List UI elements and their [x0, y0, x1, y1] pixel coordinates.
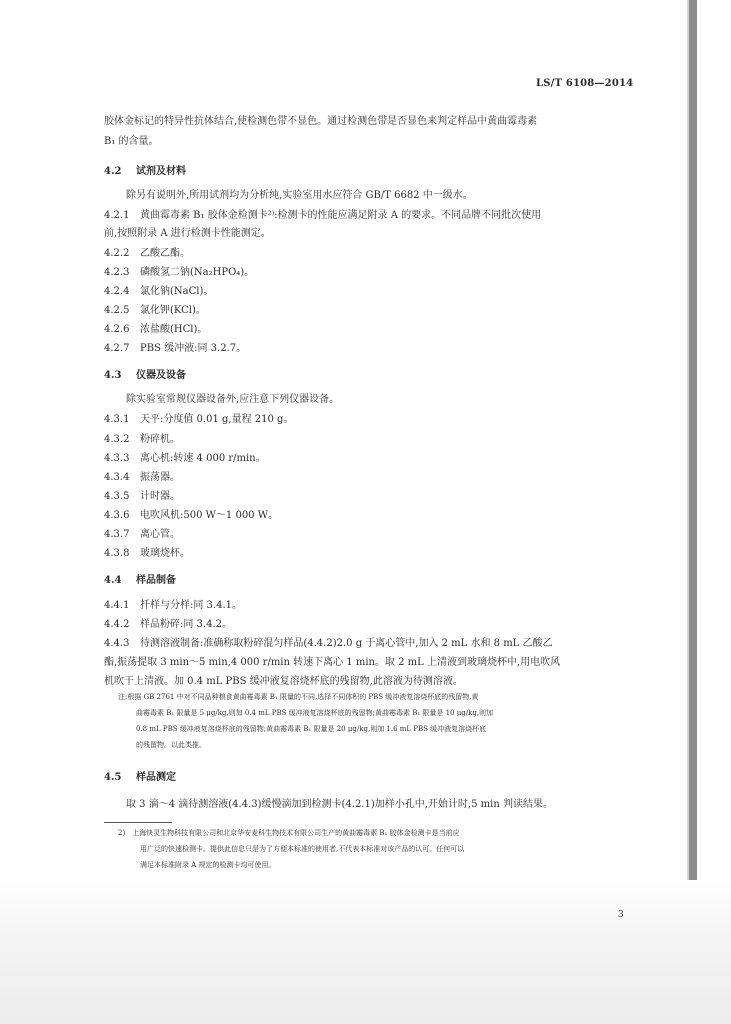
item-text: 样品粉碎:同 3.4.2。 — [140, 619, 232, 630]
intro-line-2: B₁ 的含量。 — [104, 136, 159, 147]
item-4-4-3-cont-2: 机吹干上清液。加 0.4 mL PBS 缓冲液复溶烧杯底的残留物,此溶液为待测溶液。 — [104, 676, 463, 687]
footnote-line-1: 2) 上海快灵生物科技有限公司和北京华安麦科生物技术有限公司生产的黄曲霉毒素 B₁ 胶体金检测卡是当前应 — [118, 829, 460, 837]
footnote-rule — [104, 822, 172, 823]
item-4-2-1-cont: 前,按照附录 A 进行检测卡性能测定。 — [104, 228, 271, 239]
section-title: 仪器及设备 — [136, 370, 186, 381]
note-line-2: 曲霉毒素 B₁ 限量是 5 μg/kg,则加 0.4 mL PBS 缓冲液复溶烧杯底的残留物;黄曲霉毒素 B₁ 限量是 10 μg/kg,则加 — [136, 709, 494, 717]
section-4-5-text: 取 3 滴～4 滴待测溶液(4.4.3)缓慢滴加到检测卡(4.2.1)加样小孔中,开始计时,5 min 判读结果。 — [126, 799, 553, 810]
section-4-3-intro: 除实验室常规仪器设备外,应注意下列仪器设备。 — [126, 394, 340, 405]
section-title: 样品制备 — [136, 575, 176, 586]
item-number: 4.2.4 — [104, 286, 130, 297]
standard-code: LS/T 6108—2014 — [536, 78, 634, 89]
item-number: 4.3.4 — [104, 472, 130, 483]
item-4-3-3 — [104, 449, 266, 464]
section-number: 4.5 — [104, 772, 122, 783]
section-number: 4.2 — [104, 166, 122, 177]
section-title: 试剂及材料 — [136, 166, 186, 177]
item-text: 磷酸氢二钠(Na₂HPO₄)。 — [140, 267, 255, 278]
item-number: 4.2.7 — [104, 343, 130, 354]
item-text: 氯化钠(NaCl)。 — [140, 286, 214, 297]
item-text: 离心管。 — [140, 529, 180, 540]
item-number: 4.4.2 — [104, 619, 130, 630]
item-number: 4.2.5 — [104, 305, 130, 316]
item-4-3-5 — [104, 487, 180, 502]
item-text: 浓盐酸(HCl)。 — [140, 324, 208, 335]
item-text: 计时器。 — [140, 491, 180, 502]
note-line-4: 的残留物。以此类推。 — [136, 741, 206, 749]
section-4-3-heading — [104, 366, 186, 381]
item-4-3-1 — [104, 410, 293, 425]
item-number: 4.2.6 — [104, 324, 130, 335]
item-4-3-7 — [104, 525, 180, 540]
item-4-2-6 — [104, 320, 207, 335]
item-4-4-3 — [104, 634, 553, 649]
section-title: 样品测定 — [136, 772, 176, 783]
note-line-1: 注:根据 GB 2761 中对不同品种粮食黄曲霉毒素 B₁ 限量的不同,选择不同体积的 PBS 缓冲液复溶烧杯底的残留物,黄 — [118, 693, 479, 701]
item-4-2-4 — [104, 282, 213, 297]
section-4-4-heading — [104, 571, 176, 586]
scan-shade — [0, 880, 731, 1024]
section-number: 4.3 — [104, 370, 122, 381]
item-text: 扦样与分样:同 3.4.1。 — [140, 600, 242, 611]
item-number: 4.2.3 — [104, 267, 130, 278]
item-4-4-2 — [104, 615, 232, 630]
item-4-2-7 — [104, 339, 246, 354]
item-text: PBS 缓冲液:同 3.2.7。 — [140, 343, 247, 354]
item-text: 粉碎机。 — [140, 434, 180, 445]
item-number: 4.3.6 — [104, 510, 130, 521]
section-4-2-intro: 除另有说明外,所用试剂均为分析纯,实验室用水应符合 GB/T 6682 中一级水。 — [126, 190, 473, 201]
item-4-2-5 — [104, 301, 206, 316]
item-4-3-4 — [104, 468, 180, 483]
item-text: 黄曲霉毒素 B₁ 胶体金检测卡²⁾:检测卡的性能应满足附录 A 的要求。不同品牌不同批次使用 — [140, 210, 542, 221]
item-4-4-3-cont-1: 酯,振荡提取 3 min～5 min,4 000 r/min 转速下离心 1 min。取 2 mL 上清液到玻璃烧杯中,用电吹风 — [104, 657, 561, 668]
section-4-2-heading — [104, 162, 186, 177]
page-edge-bar — [689, 0, 697, 912]
item-number: 4.3.5 — [104, 491, 130, 502]
section-number: 4.4 — [104, 575, 122, 586]
item-number: 4.3.8 — [104, 548, 130, 559]
footnote-line-2: 用广泛的快速检测卡。提供此信息只是为了方便本标准的使用者,不代表本标准对该产品的认可。任何可以 — [140, 845, 465, 853]
item-number: 4.2.2 — [104, 248, 130, 259]
item-number: 4.3.3 — [104, 453, 130, 464]
item-4-3-6 — [104, 506, 278, 521]
item-text: 氯化钾(KCl)。 — [140, 305, 206, 316]
item-4-2-3 — [104, 263, 254, 278]
note-line-3: 0.8 mL PBS 缓冲液复溶烧杯底的残留物;黄曲霉毒素 B₁ 限量是 20 μg/kg,则加 1.6 mL PBS 缓冲液复溶烧杯底 — [136, 725, 487, 733]
item-text: 玻璃烧杯。 — [140, 548, 190, 559]
item-4-2-1 — [104, 206, 541, 221]
item-number: 4.3.1 — [104, 414, 130, 425]
item-4-3-8 — [104, 544, 190, 559]
item-4-2-2 — [104, 244, 190, 259]
item-number: 4.3.2 — [104, 434, 130, 445]
item-number: 4.2.1 — [104, 210, 130, 221]
item-text: 电吹风机:500 W～1 000 W。 — [140, 510, 278, 521]
item-text: 乙酸乙酯。 — [140, 248, 190, 259]
footnote-line-3: 满足本标准附录 A 规定的检测卡均可使用。 — [140, 861, 276, 869]
item-number: 4.3.7 — [104, 529, 130, 540]
item-text: 振荡器。 — [140, 472, 180, 483]
item-text: 离心机:转速 4 000 r/min。 — [140, 453, 266, 464]
item-4-3-2 — [104, 430, 180, 445]
item-number: 4.4.3 — [104, 638, 130, 649]
intro-line-1: 胶体金标记的特异性抗体结合,使检测色带不显色。通过检测色带是否显色来判定样品中黄曲霉毒素 — [104, 116, 538, 127]
item-number: 4.4.1 — [104, 600, 130, 611]
section-4-5-heading — [104, 768, 176, 783]
item-text: 天平:分度值 0.01 g,量程 210 g。 — [140, 414, 294, 425]
item-4-4-1 — [104, 596, 242, 611]
page-number: 3 — [618, 910, 624, 920]
item-text: 待测溶液制备:准确称取粉碎混匀样品(4.4.2)2.0 g 于离心管中,加入 2 mL 水和 8 mL 乙酸乙 — [140, 638, 553, 649]
